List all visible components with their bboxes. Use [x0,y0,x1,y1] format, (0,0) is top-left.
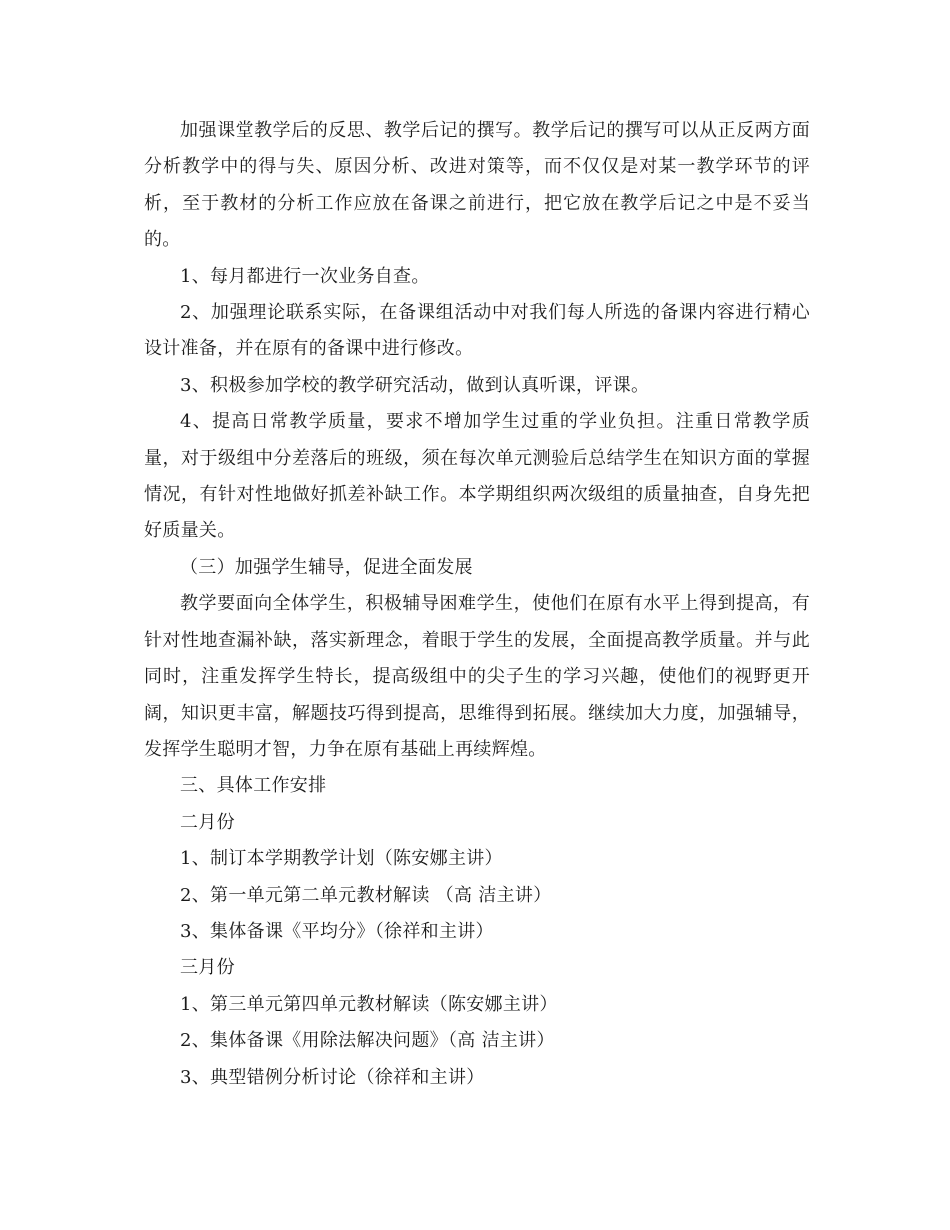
list-item: 3、积极参加学校的教学研究活动，做到认真听课，评课。 [180,374,650,396]
section-heading: （三）加强学生辅导，促进全面发展 [180,556,473,578]
list-item: 1、制订本学期教学计划（陈安娜主讲） [180,848,503,870]
list-item: 3、典型错例分析讨论（徐祥和主讲） [180,1066,485,1088]
section-heading: 三、具体工作安排 [180,775,327,797]
paragraph-tutoring: 教学要面向全体学生，积极辅导困难学生，使他们在原有水平上得到提高，有针对性地查漏补缺，落实新理念，着眼于学生的发展，全面提高教学质量。并与此同时，注重发挥学生特长，提高级组中的尖子生的学习兴趣，使他们的视野更开阔，知识更丰富，解题技巧得到提高，思维得到拓展。继续加大力度，加强辅导，发挥学生聪明才智，力争在原有基础上再续辉煌。 [144,593,810,760]
list-item: 2、加强理论联系实际，在备课组活动中对我们每人所选的备课内容进行精心设计准备，并在原有的备课中进行修改。 [144,302,810,360]
paragraph-reflection: 加强课堂教学后的反思、教学后记的撰写。教学后记的撰写可以从正反两方面分析教学中的得与失、原因分析、改进对策等，而不仅仅是对某一教学环节的评析，至于教材的分析工作应放在备课之前进行，把它放在教学后记之中是不妥当的。 [144,120,810,251]
month-heading: 三月份 [180,957,235,979]
list-item: 3、集体备课《平均分》（徐祥和主讲） [180,920,494,942]
document-body [144,113,810,1096]
list-item: 1、第三单元第四单元教材解读（陈安娜主讲） [180,993,558,1015]
list-item: 1、每月都进行一次业务自查。 [180,265,430,287]
list-item: 2、集体备课《用除法解决问题》（高 洁主讲） [180,1030,555,1052]
list-item: 4、提高日常教学质量，要求不增加学生过重的学业负担。注重日常教学质量，对于级组中分差落后的班级，须在每次单元测验后总结学生在知识方面的掌握情况，有针对性地做好抓差补缺工作。本学期组织两次级组的质量抽查，自身先把好质量关。 [144,411,810,542]
list-item: 2、第一单元第二单元教材解读 （高 洁主讲） [180,884,552,906]
month-heading: 二月份 [180,811,235,833]
